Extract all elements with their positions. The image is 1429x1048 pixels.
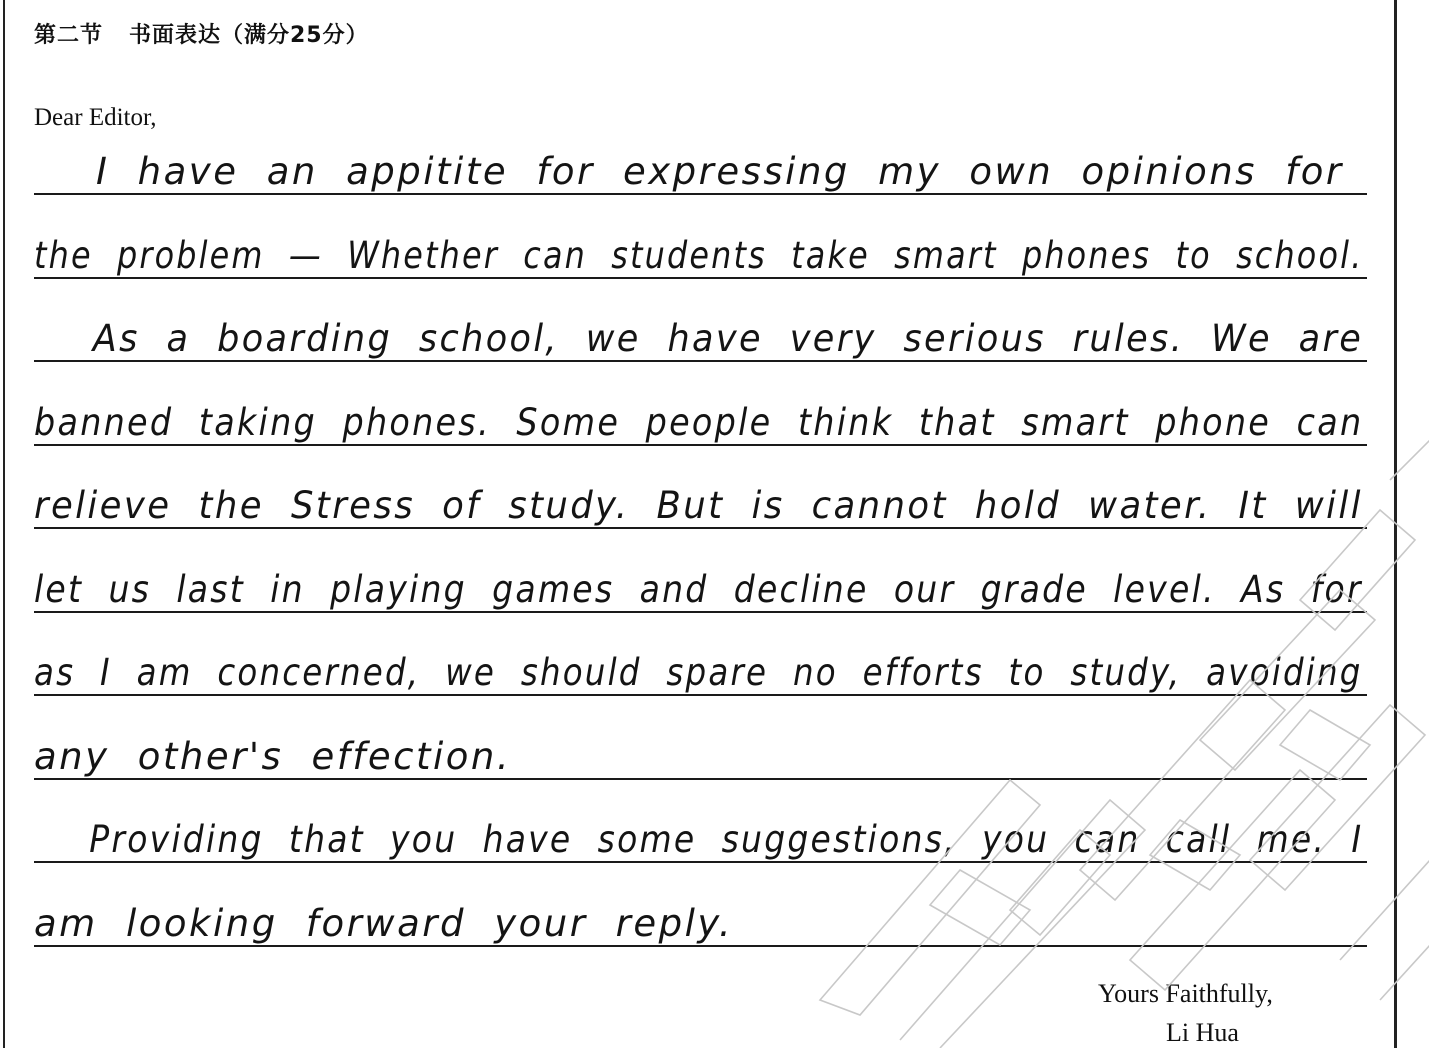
sheet-border-left [3, 0, 5, 1048]
writing-line [34, 386, 1367, 446]
writing-line [34, 887, 1367, 947]
writing-line [34, 720, 1367, 780]
letter-salutation: Dear Editor, [34, 104, 157, 131]
handwritten-line-4: banned taking phones. Some people think that smart phone can [34, 401, 1364, 444]
handwritten-line-10: am looking forward your reply. [34, 902, 734, 945]
handwritten-line-9: Providing that you have some suggestions, you can call me. I [89, 818, 1364, 861]
writing-line [34, 302, 1367, 362]
handwritten-line-6: let us last in playing games and decline our grade level. As for [34, 568, 1363, 611]
writing-line [34, 636, 1367, 696]
handwritten-line-1: I have an appitite for expressing my own opinions for [96, 150, 1344, 193]
handwritten-line-3: As a boarding school, we have very serious rules. We are [92, 317, 1364, 360]
handwritten-line-2: the problem — Whether can students take smart phones to school. [34, 234, 1364, 277]
writing-line [34, 803, 1367, 863]
handwritten-line-5: relieve the Stress of study. But is cannot hold water. It will [34, 484, 1363, 527]
writing-line [34, 219, 1367, 279]
letter-closing: Yours Faithfully, [1098, 979, 1273, 1008]
writing-line [34, 469, 1367, 529]
letter-signature: Li Hua [1166, 1018, 1239, 1047]
writing-line [34, 553, 1367, 613]
writing-line [34, 135, 1367, 195]
handwritten-line-7: as I am concerned, we should spare no efforts to study, avoiding [34, 651, 1363, 694]
section-title: 第二节 书面表达（满分25分） [34, 23, 369, 48]
handwritten-line-8: any other's effection. [34, 735, 512, 778]
sheet-border-right [1394, 0, 1397, 1048]
